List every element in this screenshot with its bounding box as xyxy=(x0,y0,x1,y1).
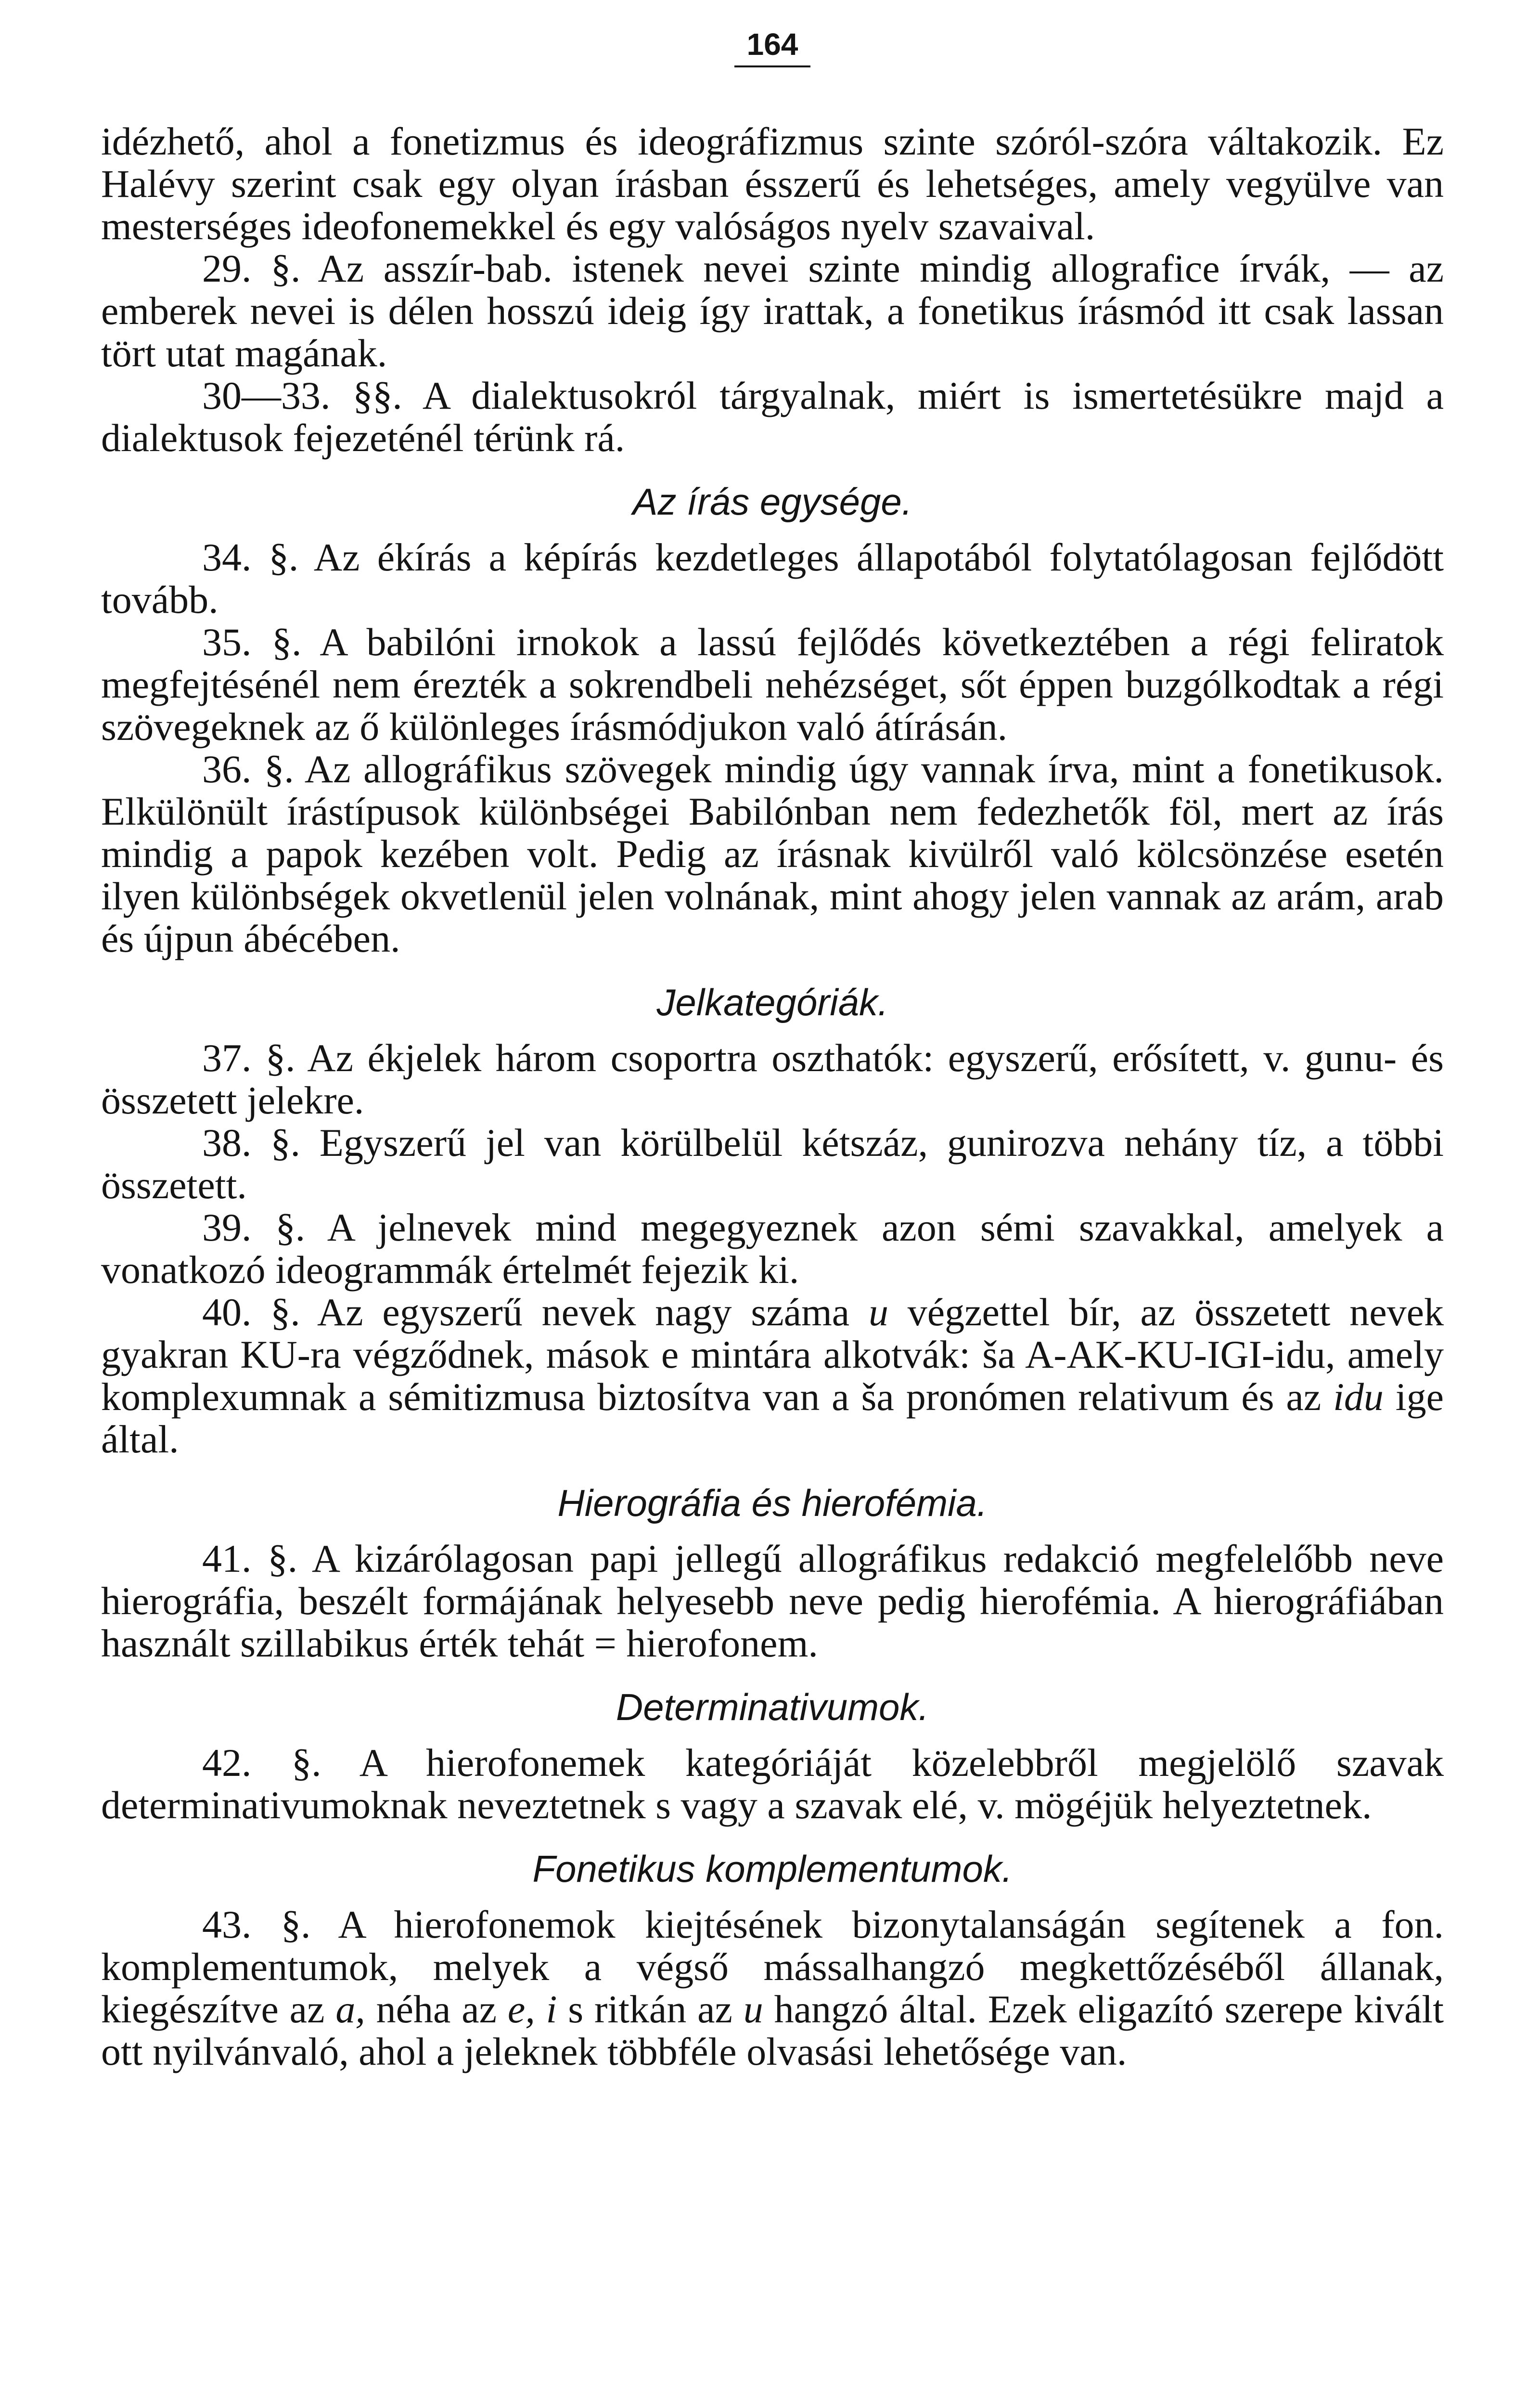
paragraph: 41. §. A kizárólagosan papi jellegű allográfikus redakció megfelelőbb neve hierográfia, beszélt formájának helyesebb neve pedig hierofémia. A hierográfiában használt szillabikus érték tehát = hierofonem. xyxy=(101,1537,1444,1665)
section-heading: Hierográfia és hierofémia. xyxy=(557,1482,988,1524)
paragraph: 38. §. Egyszerű jel van körülbelül kétszáz, gunirozva nehány tíz, a többi összetett. xyxy=(101,1121,1444,1207)
section-heading: Determinativumok. xyxy=(616,1686,929,1728)
paragraph: 35. §. A babilóni irnokok a lassú fejlődés következtében a régi feliratok megfejtésénél nem érezték a sokrendbeli nehézséget, sőt éppen buzgólkodtak a régi szövegeknek az ő különleges írásmódjukon való átírásán. xyxy=(101,620,1444,749)
paragraph: 36. §. Az allográfikus szövegek mindig úgy vannak írva, mint a fonetikusok. Elkülönült írástípusok különbségei Babilónban nem fedezhetők föl, mert az írás mindig a papok kezében volt. Pedig az írásnak kivülről való kölcsönzése esetén ilyen különbségek okvetlenül jelen volnának, mint ahogy jelen vannak az arám, arab és újpun ábécében. xyxy=(101,747,1444,960)
paragraph: 29. §. Az asszír-bab. istenek nevei szinte mindig allografice írvák, — az emberek nevei is délen hosszú ideig így irattak, a fonetikus írásmód itt csak lassan tört utat magának. xyxy=(101,246,1444,375)
paragraph: 30—33. §§. A dialektusokról tárgyalnak, miért is ismertetésükre majd a dialektusok fejezeténél térünk rá. xyxy=(101,374,1444,460)
paragraph-segment: néha az xyxy=(365,1987,508,2031)
italic-term: u xyxy=(868,1290,888,1334)
paragraph-segment: 40. §. Az egyszerű nevek nagy száma xyxy=(202,1290,869,1334)
paragraph xyxy=(101,1903,1444,2073)
section-heading: Fonetikus komplementumok. xyxy=(532,1848,1013,1890)
italic-term: e, xyxy=(507,1987,535,2031)
paragraph: 39. §. A jelnevek mind megegyeznek azon sémi szavakkal, amelyek a vonatkozó ideogrammák értelmét fejezik ki. xyxy=(101,1205,1444,1292)
italic-term: idu xyxy=(1333,1375,1384,1419)
page-number xyxy=(101,29,1444,67)
section-heading: Jelkategóriák. xyxy=(656,981,888,1023)
paragraph-segment: 43. §. A hierofonemok kiejtésének bizonytalanságán segítenek a fon. komplementumok, melyek a végső mássalhangzó megkettőzéséből állanak, kiegészítve az xyxy=(101,1902,1444,2031)
paragraph-segment xyxy=(535,1987,546,2031)
paragraph: 42. §. A hierofonemek kategóriáját közelebbről megjelölő szavak determinativumoknak neveztetnek s vagy a szavak elé, v. mögéjük helyeztetnek. xyxy=(101,1741,1444,1827)
paragraph xyxy=(101,1291,1444,1461)
section-heading: Az írás egysége. xyxy=(632,480,912,523)
italic-term: i xyxy=(546,1987,557,2031)
paragraph-segment: végzettel bír, az összetett nevek gyakran KU-ra végződnek, mások e mintára alkotvák: ša A-AK-KU-IGI-idu, amely komplexumnak a sémitizmusa biztosítva van a ša pronómen relativum és az xyxy=(101,1290,1444,1419)
page-number-text: 164 xyxy=(734,29,811,67)
paragraph-segment: s ritkán az xyxy=(557,1987,744,2031)
paragraph: 34. §. Az ékírás a képírás kezdetleges állapotából folytatólagosan fejlődött tovább. xyxy=(101,535,1444,621)
paragraph: 37. §. Az ékjelek három csoportra oszthatók: egyszerű, erősített, v. gunu- és összetett jelekre. xyxy=(101,1036,1444,1122)
paragraph-segment: hangzó által. Ezek eligazító szerepe kivált ott nyilvánvaló, ahol a jeleknek többféle olvasási lehetősége van. xyxy=(101,1987,1444,2073)
italic-term: a, xyxy=(335,1987,365,2031)
page-body xyxy=(101,120,1444,2073)
paragraph: idézhető, ahol a fonetizmus és ideográfizmus szinte szóról-szóra váltakozik. Ez Halévy szerint csak egy olyan írásban ésszerű és lehetséges, amely vegyülve van mesterséges ideofonemekkel és egy valóságos nyelv szavaival. xyxy=(101,119,1444,248)
paragraph-segment: ige által. xyxy=(101,1375,1444,1461)
italic-term: u xyxy=(743,1987,763,2031)
